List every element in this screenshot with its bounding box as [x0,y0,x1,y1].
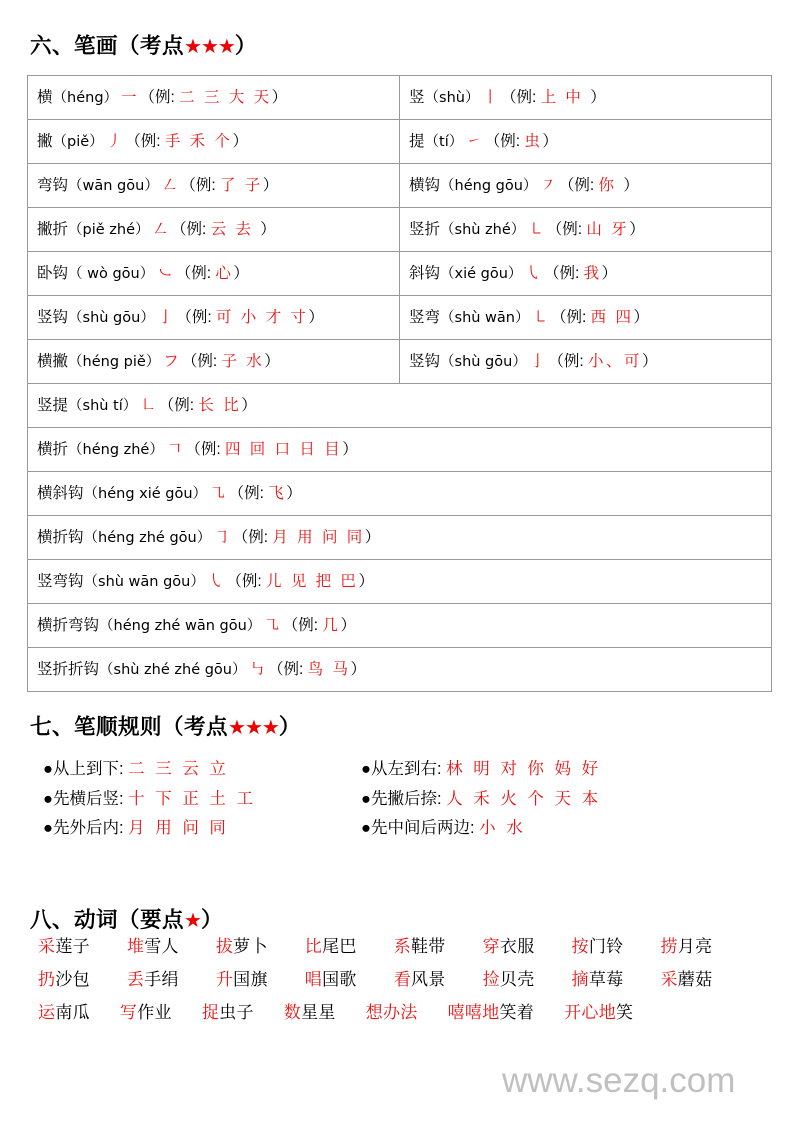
stroke-pinyin: （wān gōu） [68,177,159,194]
verb-tail: 风景 [411,970,446,990]
list-item [202,1002,254,1024]
site-watermark: www.sezq.com [502,1061,736,1100]
verb-tail: 莲子 [55,937,90,956]
rule-label: ●先外后内: [43,819,124,838]
verb-tail: 沙包 [55,970,90,990]
stroke-name: 横撇 [37,352,69,370]
example-suffix: ） [264,352,280,370]
example-prefix: （例: [139,88,175,106]
stroke-name: 横折弯钩 [37,616,100,634]
list-item [483,936,535,958]
rule-label: ●先撇后捺: [361,789,442,808]
stroke-glyph: ㇉ [249,659,266,678]
example-prefix: （例: [551,308,587,326]
table-row [28,296,772,340]
example-chars: 可 小 才 寸 [215,308,309,326]
stroke-pinyin: （piě） [52,133,104,150]
section-eight-heading-prefix: 八、动词（要点 [30,908,185,932]
example-suffix: ） [271,88,288,106]
example-prefix: （例: [158,396,195,414]
example-prefix: （例: [282,616,319,634]
list-item [394,969,446,991]
stroke-name: 卧钩 [37,264,69,282]
example-chars: 飞 [268,484,287,502]
stroke-cell [28,120,400,164]
verb-head: 唱 [304,970,323,990]
rule-row [27,816,772,842]
example-prefix: （例: [181,352,218,370]
example-prefix: （例: [180,176,216,194]
stroke-cell [28,472,772,516]
rule-examples: 人 禾 火 个 天 本 [446,789,602,808]
list-item [284,1002,336,1024]
stroke-pinyin: （shù zhé） [440,221,526,238]
verb-tail: 笑 [616,1003,634,1023]
stroke-pinyin: （shù wān gōu） [83,573,205,590]
verb-head: 嘻嘻地 [447,1003,500,1023]
example-chars: 月 用 问 同 [272,528,365,546]
verb-tail: 月亮 [677,937,713,956]
stroke-cell [28,76,400,120]
example-suffix: ） [358,572,374,590]
example-suffix: ） [641,352,658,370]
verb-head: 捉 [201,1003,220,1023]
stroke-name: 撇折 [37,220,69,238]
stroke-cell [28,252,400,296]
example-prefix: （例: [175,264,212,282]
example-chars: 二 三 大 天 [179,88,272,106]
stroke-name: 竖 [409,88,425,106]
example-prefix: （例: [125,132,161,150]
stroke-name: 竖钩 [37,308,69,326]
stroke-glyph: 𠃍 [166,439,183,458]
verb-tail: 国歌 [322,970,357,990]
stroke-name: 竖弯钩 [37,572,84,590]
stroke-cell [400,252,772,296]
stroke-cell [28,340,400,384]
verb-head: 看 [393,970,411,990]
example-chars: 上 中 [540,88,591,106]
example-suffix: ） [241,396,257,414]
example-prefix: （例: [226,572,262,590]
verb-tail: 国旗 [233,970,268,990]
stroke-pinyin: （tí） [424,133,464,150]
example-suffix: ） [590,88,606,106]
example-chars: 四 回 口 日 目 [225,440,343,458]
verb-head: 系 [393,937,411,956]
verb-tail: 门铃 [588,937,624,956]
stroke-name: 横斜钩 [37,484,84,502]
example-chars: 儿 见 把 巴 [266,572,359,590]
list-item [38,936,90,958]
stroke-pinyin: （héng piě） [68,353,161,370]
example-suffix: ） [542,132,558,150]
section-eight-heading [30,908,223,934]
stroke-pinyin: （shù wān） [440,309,530,326]
stroke-cell [400,120,772,164]
example-chars: 几 [322,616,341,634]
example-prefix: （例: [546,220,583,238]
example-suffix: ） [308,308,324,326]
verb-tail: 虫子 [219,1003,254,1023]
example-prefix: （例: [548,352,584,370]
list-item [394,936,446,958]
list-item [483,969,535,991]
example-chars: 长 比 [198,396,242,414]
rule-item [357,787,772,813]
example-chars: 你 [598,176,624,194]
table-row [28,560,772,604]
rule-examples: 二 三 云 立 [128,760,229,778]
example-prefix: （例: [543,264,580,282]
example-prefix: （例: [176,308,212,326]
stroke-cell [400,340,772,384]
stroke-glyph: ㇃ [157,263,173,282]
list-item [366,1002,418,1024]
stroke-cell [28,516,772,560]
stroke-glyph: ㇂ [525,263,541,282]
example-suffix: ） [260,220,276,238]
example-suffix: ） [629,220,645,238]
rule-label: ●先横后竖: [43,789,124,808]
stroke-glyph: ㇆ [214,527,230,546]
verb-tail: 衣服 [499,937,535,956]
example-chars: 小、可 [587,352,642,370]
example-chars: 虫 [524,132,543,150]
verb-head: 升 [215,970,234,990]
section-six-heading-prefix: 六、笔画（考点 [30,34,185,58]
section-six-heading-suffix: ） [234,34,257,58]
stroke-pinyin: （shù gōu） [68,309,155,326]
rule-label: ●先中间后两边: [361,819,475,838]
stroke-glyph: 亅 [157,307,174,326]
example-suffix: ） [633,308,649,326]
verb-head: 想办法 [365,1003,418,1023]
stroke-cell [28,648,772,692]
rule-label: ●从上到下: [43,760,124,778]
table-row [28,516,772,560]
table-row [28,252,772,296]
stroke-table [27,75,772,692]
verb-tail: 雪人 [144,937,179,956]
stroke-pinyin: （héng zhé） [68,441,164,458]
rule-row [27,787,772,813]
table-row [28,604,772,648]
example-chars: 心 [215,264,234,282]
stroke-cell [400,164,772,208]
example-prefix: （例: [558,176,595,194]
stroke-cell [28,296,400,340]
verb-head: 捞 [660,937,678,956]
stroke-name: 横折 [37,440,69,458]
stroke-name: 撇 [37,132,53,150]
stroke-cell [28,164,400,208]
stroke-glyph: ㇈ [264,615,280,634]
example-prefix: （例: [185,440,221,458]
stroke-name: 弯钩 [37,176,69,194]
verb-head: 运 [38,1003,56,1023]
verb-tail: 作业 [137,1003,172,1023]
stroke-pinyin: （xié gōu） [440,265,523,282]
rule-item [357,816,772,842]
verb-head: 摘 [571,970,589,990]
stroke-glyph: ㇂ [207,571,224,590]
example-chars: 山 牙 [586,220,630,238]
table-row [28,648,772,692]
list-item [448,1002,535,1024]
stroke-pinyin: （héng） [52,89,119,106]
list-item [127,936,179,958]
example-suffix: ） [601,264,618,282]
rule-item [27,816,357,842]
section-seven-heading [30,715,301,741]
verb-head: 按 [571,937,589,956]
table-row [28,340,772,384]
verb-head: 写 [119,1003,138,1023]
verb-head: 采 [660,970,678,990]
example-suffix: ） [262,176,279,194]
verb-row [20,969,780,991]
table-row [28,472,772,516]
verb-tail: 贝壳 [499,970,535,990]
rule-examples: 林 明 对 你 妈 好 [446,760,602,778]
stroke-name: 竖折 [409,220,441,238]
stroke-pinyin: （shù gōu） [440,353,527,370]
stroke-pinyin: （shù tí） [68,397,138,414]
verb-head: 数 [283,1003,302,1023]
table-row [28,384,772,428]
example-suffix: ） [364,528,381,546]
example-suffix: ） [286,484,302,502]
stroke-table-container [27,75,772,692]
section-seven-stars: ★★★ [228,717,279,739]
list-item [216,936,268,958]
list-item [120,1002,172,1024]
verb-tail: 南瓜 [55,1003,90,1023]
list-item [216,969,268,991]
verb-head: 比 [304,937,323,956]
rule-item [27,757,357,783]
list-item [305,969,357,991]
list-item [572,969,624,991]
verb-tail: 星星 [301,1003,336,1023]
table-row [28,120,772,164]
list-item [660,969,712,991]
section-six-heading [30,34,257,60]
verb-tail: 尾巴 [322,937,357,956]
table-row [28,76,772,120]
stroke-glyph: ㇇ [540,175,556,194]
stroke-glyph: ㇜ [152,219,169,238]
verb-tail: 手绢 [144,970,179,990]
stroke-cell [28,560,772,604]
verb-head: 捡 [482,970,500,990]
example-suffix: ） [232,132,248,150]
stroke-glyph: ㇀ [466,131,482,150]
rule-examples: 小 水 [479,819,526,838]
stroke-cell [28,428,772,472]
section-seven-heading-prefix: 七、笔顺规则（考点 [30,715,229,739]
verb-head: 堆 [126,937,145,956]
stroke-name: 横钩 [409,176,441,194]
stroke-glyph: ㇄ [528,219,544,238]
stroke-cell [400,208,772,252]
stroke-glyph: 一 [121,87,137,106]
rule-examples: 十 下 正 土 工 [128,789,256,808]
stroke-cell [400,76,772,120]
rule-label: ●从左到右: [361,760,442,778]
verb-tail: 蘑菇 [677,970,713,990]
list-item [305,936,357,958]
stroke-pinyin: （héng zhé gōu） [83,529,212,546]
verb-head: 穿 [482,937,500,956]
section-eight-stars: ★ [184,910,201,932]
stroke-glyph: ㇈ [210,483,226,502]
stroke-pinyin: （shù zhé zhé gōu） [99,661,247,678]
example-prefix: （例: [171,220,207,238]
example-suffix: ） [623,176,639,194]
list-item [572,936,624,958]
example-chars: 手 禾 个 [164,132,233,150]
stroke-glyph: 丨 [482,87,498,106]
stroke-table-body [28,76,772,692]
stroke-pinyin: （shù） [424,89,480,106]
example-prefix: （例: [232,528,269,546]
stroke-cell [28,604,772,648]
section-eight-heading-suffix: ） [200,908,223,932]
example-chars: 西 四 [590,308,634,326]
example-chars: 云 去 [210,220,261,238]
example-prefix: （例: [268,660,304,678]
list-item [564,1002,633,1024]
rule-item [27,787,357,813]
verb-tail: 草莓 [588,970,624,990]
example-suffix: ） [342,440,358,458]
stroke-glyph: 亅 [529,351,546,370]
example-prefix: （例: [228,484,264,502]
stroke-name: 竖提 [37,396,69,414]
table-row [28,208,772,252]
example-suffix: ） [340,616,356,634]
verb-tail: 鞋带 [411,937,446,956]
stroke-name: 斜钩 [409,264,441,282]
stroke-glyph: 丿 [106,131,123,150]
stroke-name: 提 [409,132,425,150]
verb-head: 丢 [126,970,145,990]
verb-row [20,1002,780,1024]
list-item [660,936,712,958]
example-prefix: （例: [500,88,537,106]
section-seven-heading-suffix: ） [278,715,301,739]
rule-item [357,757,772,783]
stroke-glyph: ㇄ [532,307,549,326]
list-item [38,1002,90,1024]
example-prefix: （例: [484,132,521,150]
section-six-stars: ★★★ [184,36,235,58]
verb-head: 采 [38,937,56,956]
table-row [28,164,772,208]
stroke-cell [28,208,400,252]
table-row [28,428,772,472]
verb-head: 扔 [38,970,56,990]
rule-row [27,757,772,783]
verb-head: 开心地 [564,1003,617,1023]
example-chars: 我 [583,264,602,282]
list-item [38,969,90,991]
stroke-name: 横折钩 [37,528,84,546]
stroke-order-rules [27,757,772,846]
example-chars: 了 子 [219,176,263,194]
stroke-pinyin: （héng zhé wān gōu） [99,617,262,634]
rule-examples: 月 用 问 同 [128,819,229,838]
stroke-glyph: ㇜ [161,175,178,194]
example-suffix: ） [350,660,366,678]
example-chars: 子 水 [221,352,265,370]
list-item [127,969,179,991]
stroke-name: 竖弯 [409,308,441,326]
example-chars: 鸟 马 [307,660,351,678]
stroke-glyph: ㇗ [140,395,156,414]
stroke-cell [28,384,772,428]
stroke-pinyin: （piě zhé） [68,221,150,238]
stroke-pinyin: （héng xié gōu） [83,485,208,502]
stroke-name: 竖折折钩 [37,660,100,678]
verb-head: 拔 [215,937,234,956]
verb-tail: 笑着 [499,1003,535,1023]
stroke-name: 竖钩 [409,352,441,370]
verb-row [20,936,780,958]
stroke-glyph: フ [163,351,179,370]
stroke-cell [400,296,772,340]
verb-tail: 萝卜 [233,937,268,956]
stroke-pinyin: （ wò gōu） [68,265,155,282]
example-suffix: ） [233,264,249,282]
stroke-pinyin: （héng gōu） [440,177,538,194]
stroke-name: 横 [37,88,53,106]
verbs-list [20,936,780,1035]
